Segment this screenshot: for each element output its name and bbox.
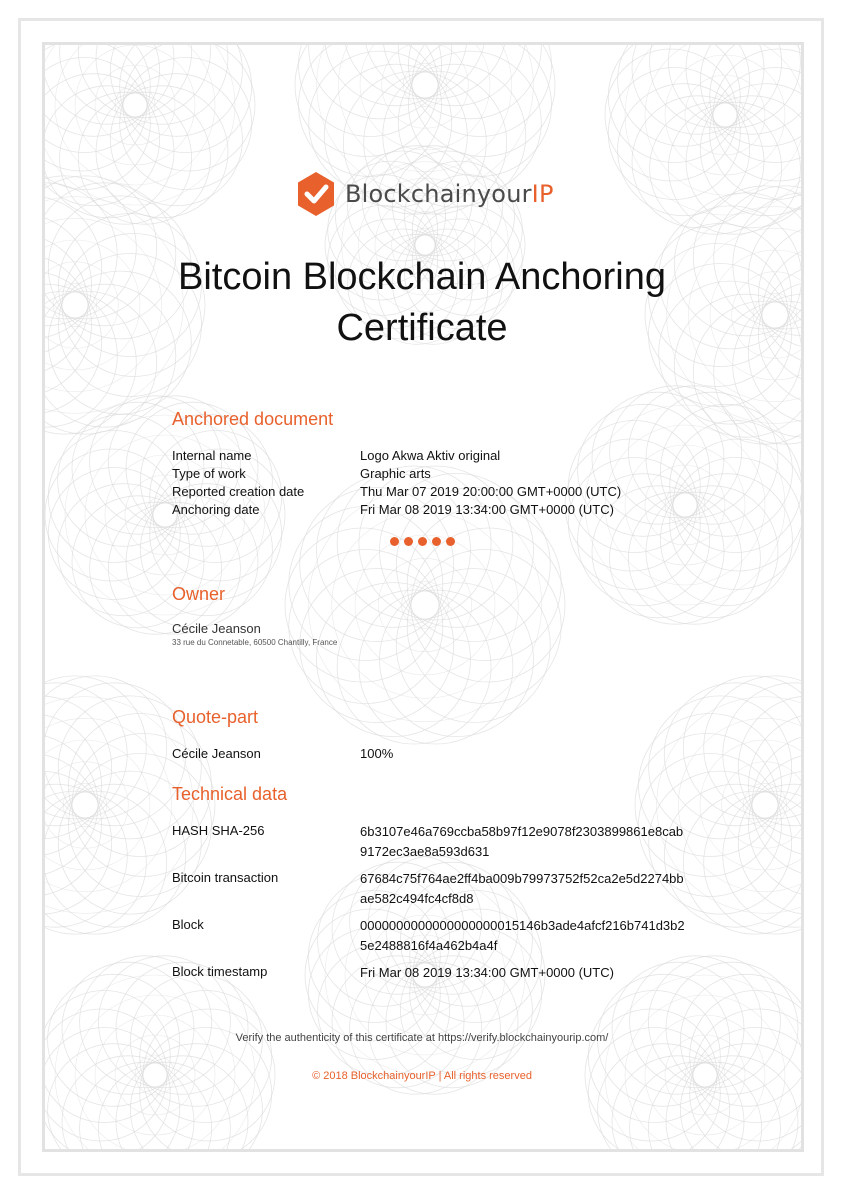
logo-text — [345, 180, 554, 208]
row-label: Type of work — [172, 466, 246, 481]
row-label: Block — [172, 917, 204, 932]
owner-heading: Owner — [172, 584, 226, 604]
divider-dot — [446, 537, 455, 546]
row-label: Block timestamp — [172, 964, 268, 979]
check-hexagon-icon — [296, 171, 336, 217]
logo-text-accent: IP — [531, 180, 554, 208]
divider-dot — [390, 537, 399, 546]
row-value: Graphic arts — [360, 466, 431, 481]
row-value: Fri Mar 08 2019 13:34:00 GMT+0000 (UTC) — [360, 502, 614, 517]
divider-dot — [432, 537, 441, 546]
row-value: Logo Akwa Aktiv original — [360, 448, 501, 463]
quote-part-heading: Quote-part — [172, 707, 259, 727]
row-label: Bitcoin transaction — [172, 870, 279, 885]
divider-dot — [418, 537, 427, 546]
certificate-title — [100, 252, 744, 354]
logo-text-main: Blockchainyour — [345, 180, 532, 208]
owner-name: Cécile Jeanson — [172, 621, 261, 636]
logo — [296, 171, 554, 217]
dots-divider — [390, 537, 455, 546]
row-label: Cécile Jeanson — [172, 746, 261, 761]
verify-text: Verify the authenticity of this certificate at https://verify.blockchainyourip.com/ — [235, 1032, 609, 1044]
title-line-1: Bitcoin Blockchain Anchoring — [178, 256, 666, 298]
anchored-document-heading: Anchored document — [172, 409, 334, 429]
row-value: Fri Mar 08 2019 13:34:00 GMT+0000 (UTC) — [360, 965, 614, 980]
title-line-2: Certificate — [336, 307, 508, 349]
technical-data-heading: Technical data — [172, 784, 288, 804]
row-label: Internal name — [172, 448, 252, 463]
row-value: 67684c75f764ae2ff4ba009b79973752f52ca2e5d2274bbae582c494fc4cf8d8 — [360, 871, 684, 906]
row-value: 0000000000000000000015146b3ade4afcf216b741d3b25e2488816f4a462b4a4f — [360, 918, 685, 953]
copyright: © 2018 BlockchainyourIP | All rights reserved — [312, 1070, 532, 1082]
divider-dot — [404, 537, 413, 546]
row-value: 100% — [360, 746, 394, 761]
row-value: 6b3107e46a769ccba58b97f12e9078f2303899861e8cab9172ec3ae8a593d631 — [360, 824, 684, 859]
row-label: Reported creation date — [172, 484, 305, 499]
owner-address: 33 rue du Connetable, 60500 Chantilly, France — [172, 638, 338, 647]
row-label: HASH SHA-256 — [172, 823, 265, 838]
row-label: Anchoring date — [172, 502, 260, 517]
row-value: Thu Mar 07 2019 20:00:00 GMT+0000 (UTC) — [360, 484, 622, 499]
